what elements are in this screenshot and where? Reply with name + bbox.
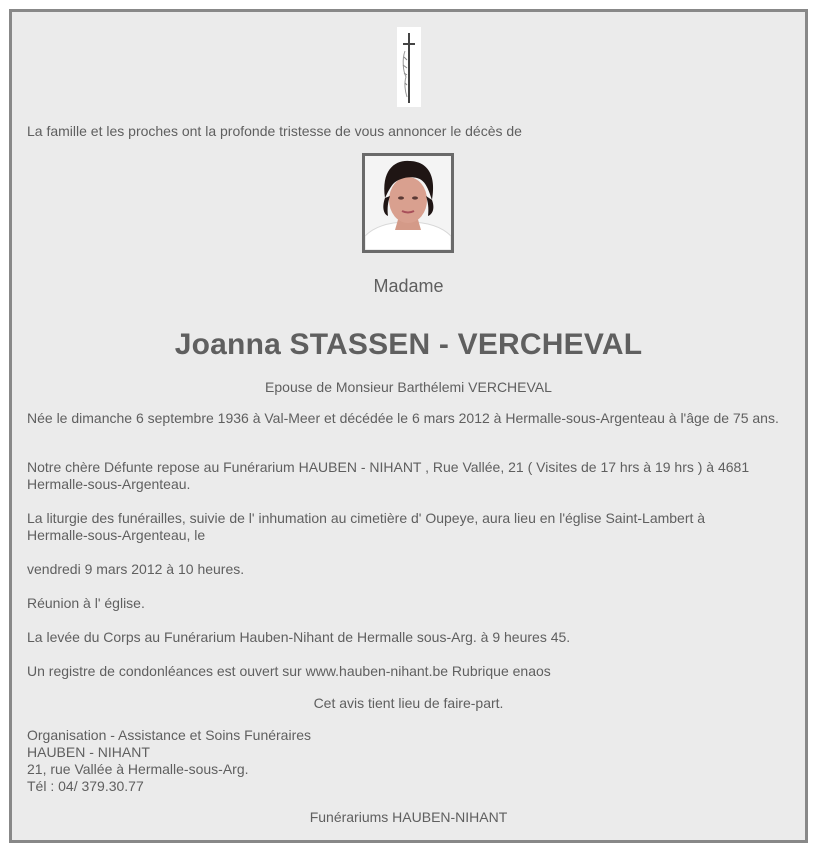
obituary-card	[9, 9, 808, 843]
cross-icon	[397, 27, 421, 107]
deceased-name: Joanna STASSEN - VERCHEVAL	[174, 328, 643, 361]
portrait-photo	[362, 153, 454, 253]
intro-text: La famille et les proches ont la profonde tristesse de vous annoncer le décès de	[27, 123, 522, 139]
register-text: Un registre de condonléances est ouvert sur www.hauben-nihant.be Rubrique enaos	[27, 663, 551, 679]
spouse-line: Epouse de Monsieur Barthélemi VERCHEVAL	[265, 379, 552, 395]
birth-death-text: Née le dimanche 6 septembre 1936 à Val-Meer et décédée le 6 mars 2012 à Hermalle-sous-Argenteau à l'âge de 75 ans.	[27, 410, 779, 426]
levee-text: La levée du Corps au Funérarium Hauben-Nihant de Hermalle sous-Arg. à 9 heures 45.	[27, 629, 571, 645]
funeral-date-text: vendredi 9 mars 2012 à 10 heures.	[27, 561, 245, 577]
rest-place-text: Notre chère Défunte repose au Funérarium HAUBEN - NIHANT , Rue Vallée, 21 ( Visites de 17 hrs à 19 hrs ) à 4681 Hermalle-sous-Argenteau.	[27, 459, 750, 492]
organisation-name: HAUBEN - NIHANT	[27, 744, 150, 760]
organisation-line: Organisation - Assistance et Soins Funéraires	[27, 727, 312, 743]
cross-emblem	[397, 27, 421, 107]
organisation-address: 21, rue Vallée à Hermalle-sous-Arg.	[27, 761, 249, 777]
meeting-text: Réunion à l' église.	[27, 595, 145, 611]
salutation: Madame	[373, 276, 444, 296]
liturgy-text: La liturgie des funérailles, suivie de l' inhumation au cimetière d' Oupeye, aura lieu en l'église Saint-Lambert à Hermalle-sous-Argenteau, le	[27, 510, 706, 543]
organisation-block	[27, 727, 311, 795]
footer-text: Funérariums HAUBEN-NIHANT	[309, 809, 508, 825]
organisation-phone: Tél : 04/ 379.30.77	[27, 778, 144, 794]
notice-text: Cet avis tient lieu de faire-part.	[313, 695, 504, 711]
portrait-image	[365, 156, 451, 250]
